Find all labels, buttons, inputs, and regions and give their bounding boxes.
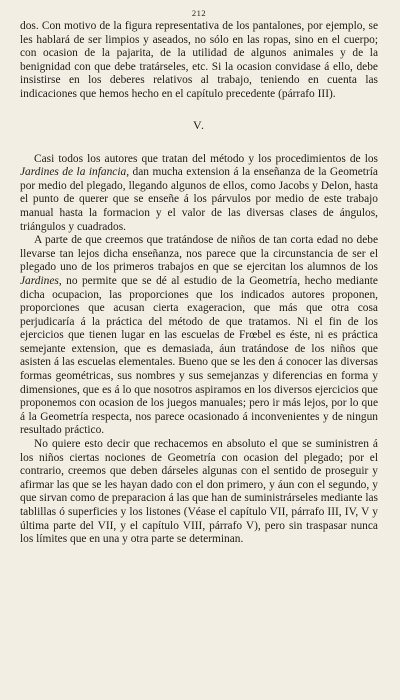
paragraph-2-text-b: , no permite que se dé al estudio de la Geometría, hecho mediante dicha ocupacion, las proporciones que los indicados autores proponen, proporciones que acusan cierta exageracion, que más que otra cosa perjudicaría á la práctica del método de que tratamos. Ni el fin de los ejercicios que tienen lugar en las escuelas de Frœbel es éste, ni es práctica semejante extension, que es demasiada, áun tratándose de los niños que asisten á las escuelas elementales. Bueno que se les den á conocer las diversas formas geométricas, sus nombres y sus semejanzas y diferencias en forma y dimensiones, que es á lo que nosotros aspiramos en los diversos ejercicios que proponemos con ocasion de los juegos manuales; pero ir más lejos, por lo que á la Geometría respecta, nos parece ocasionado á inconvenientes y de ningun resultado práctico. bbox=[20, 274, 378, 437]
paragraph-1-text-a: Casi todos los autores que tratan del método y los procedimientos de los bbox=[34, 152, 378, 165]
paragraph-2-text-a: A parte de que creemos que tratándose de niños de tan corta edad no debe llevarse tan lejos dicha enseñanza, nos parece que la circunstancia de ser el plegado uno de los primeros trabajos en que se ejercitan los alumnos de los bbox=[20, 234, 378, 274]
paragraph-2 bbox=[20, 234, 378, 438]
paragraph-continued-text: dos. Con motivo de la figura representativa de los pantalones, por ejemplo, se les hablará de ser limpios y aseados, no sólo en las ropas, sino en el cuerpo; con ocasion de la pajarita, de la utilidad de algunos animales y de la benignidad con que debe tratárseles, etc. Si la ocasion convidase á ello, debe insistirse en los deberes relativos al trabajo, teniendo en cuenta las indicaciones que hemos hecho en el capítulo precedente (párrafo III). bbox=[20, 20, 378, 100]
paragraph-3 bbox=[20, 438, 378, 547]
paragraph-continued bbox=[20, 20, 378, 102]
paragraph-1-italic: Jardines de la infancia bbox=[20, 166, 127, 179]
paragraph-2-italic: Jardines bbox=[20, 274, 59, 287]
page-number: 212 bbox=[191, 8, 207, 18]
paragraph-1 bbox=[20, 153, 378, 235]
paragraph-1-text-b: , dan mucha extension á la enseñanza de la Geometría por medio del plegado, llegando algunos de ellos, como Jacobs y Delon, hasta el punto de querer que se enseñe á los párvulos por medio de este trabajo manual hasta la formacion y el valor de las diversas clases de ángulos, triángulos y cuadrados. bbox=[20, 166, 378, 233]
section-heading: V. bbox=[192, 117, 206, 132]
paragraph-3-text: No quiere esto decir que rechacemos en absoluto el que se suministren á los niños ciertas nociones de Geometría con ocasion del plegado; por el contrario, creemos que deben dárseles algunas con el sentido de proseguir y afirmar las que se les hayan dado con el don primero, y áun con el segundo, y que sirvan como de preparacion á las que han de suministrárseles mediante las tablillas ó superficies y los listones (Véase el capítulo VII, párrafo III, IV, V y última parte del VII, y el capítulo VIII, párrafo V), pero sin traspasar nunca los límites que en una y otra parte se determinan. bbox=[20, 438, 378, 546]
